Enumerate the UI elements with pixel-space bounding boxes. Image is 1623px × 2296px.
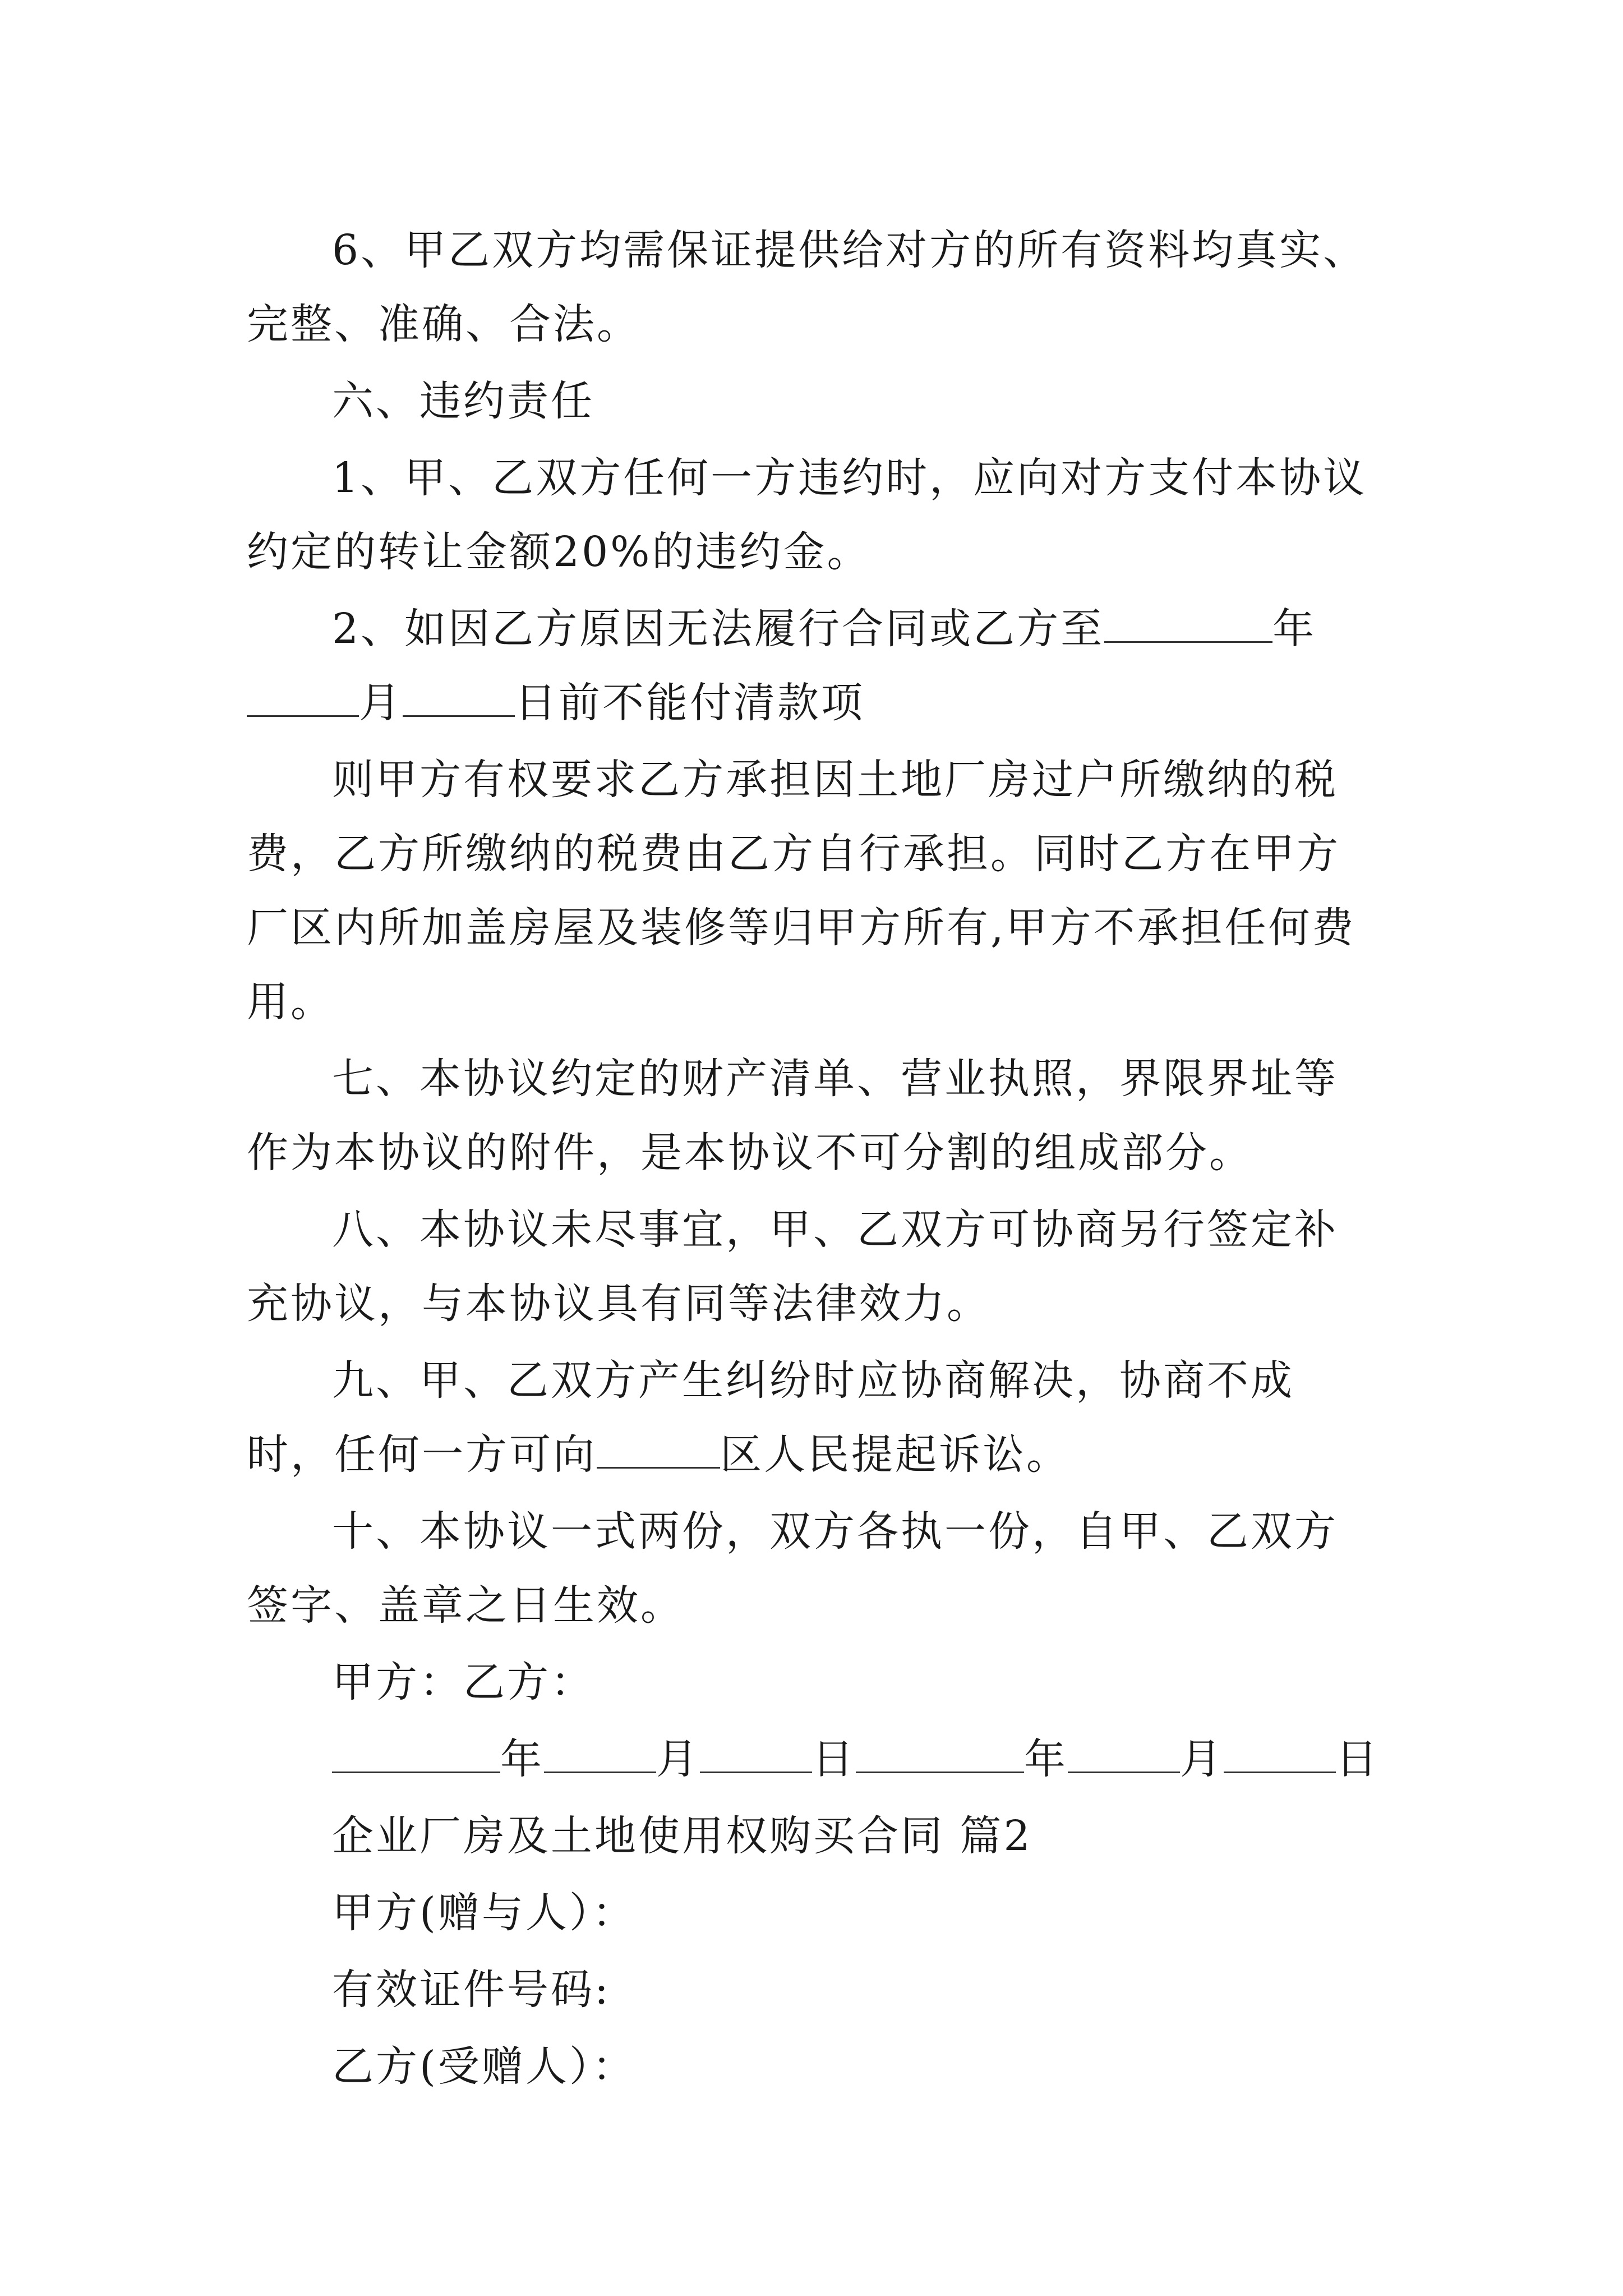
party-b-day-label: 日 [1336,1735,1380,1783]
clause-nine [247,1343,1380,1492]
clause-nine-text-a: 九、甲、乙双方产生纠纷时应协商解决，协商不成时，任何一方可向 [247,1356,1294,1479]
breach-clause-1: 1、甲、乙双方任何一方违约时，应向对方支付本协议约定的转让金额20%的违约金。 [247,454,1367,576]
contract-2-party-b: 乙方(受赠人）： [332,2042,636,2091]
party-a-month-blank [544,1734,656,1773]
signature-parties: 甲方：乙方： [332,1658,594,1706]
contract-2-party-a: 甲方(赠与人）： [332,1889,636,1937]
contract-2-id-number: 有效证件号码: [332,1966,611,2014]
clause-ten: 十、本协议一式两份，双方各执一份，自甲、乙双方签字、盖章之日生效。 [247,1507,1338,1630]
clause-seven: 七、本协议约定的财产清单、营业执照，界限界址等作为本协议的附件，是本协议不可分割的组成部分。 [247,1055,1338,1177]
breach-clause-2-text-a: 2、如因乙方原因无法履行合同或乙方至 [332,605,1105,653]
party-a-year-blank [332,1734,500,1773]
clause-nine-text-b: 区人民提起诉讼。 [720,1430,1070,1479]
breach-clause-2-text-d: 日前不能付清款项 [515,679,865,727]
breach-clause-2-year: 年 [1272,605,1317,653]
party-b-year-label: 年 [1024,1735,1068,1783]
party-a-year-label: 年 [500,1735,544,1783]
breach-clause-2-month: 月 [359,679,403,727]
party-a-day-blank [700,1734,812,1773]
document-body [247,213,1380,2106]
year-blank [1104,604,1272,643]
party-a-month-label: 月 [656,1735,700,1783]
party-b-day-blank [1224,1734,1336,1773]
party-b-month-blank [1068,1734,1180,1773]
day-blank [403,678,515,717]
breach-clause-2 [247,592,1380,740]
district-blank [597,1430,720,1469]
party-b-month-label: 月 [1180,1735,1224,1783]
breach-clause-2-consequence: 则甲方有权要求乙方承担因土地厂房过户所缴纳的税费，乙方所缴纳的税费由乙方自行承担。同时乙方在甲方厂区内所加盖房屋及装修等归甲方所有,甲方不承担任何费用。 [247,756,1356,1026]
clause-eight: 八、本协议未尽事宜，甲、乙双方可协商另行签定补充协议，与本协议具有同等法律效力。 [247,1205,1338,1328]
section-breach-heading: 六、违约责任 [332,377,594,425]
party-a-day-label: 日 [812,1735,856,1783]
signature-dates [247,1722,1380,1796]
clause-6: 6、甲乙双方均需保证提供给对方的所有资料均真实、完整、准确、合法。 [247,226,1367,348]
party-b-year-blank [856,1734,1024,1773]
month-blank [247,678,359,717]
contract-2-title: 企业厂房及土地使用权购买合同 篇2 [332,1812,1032,1860]
